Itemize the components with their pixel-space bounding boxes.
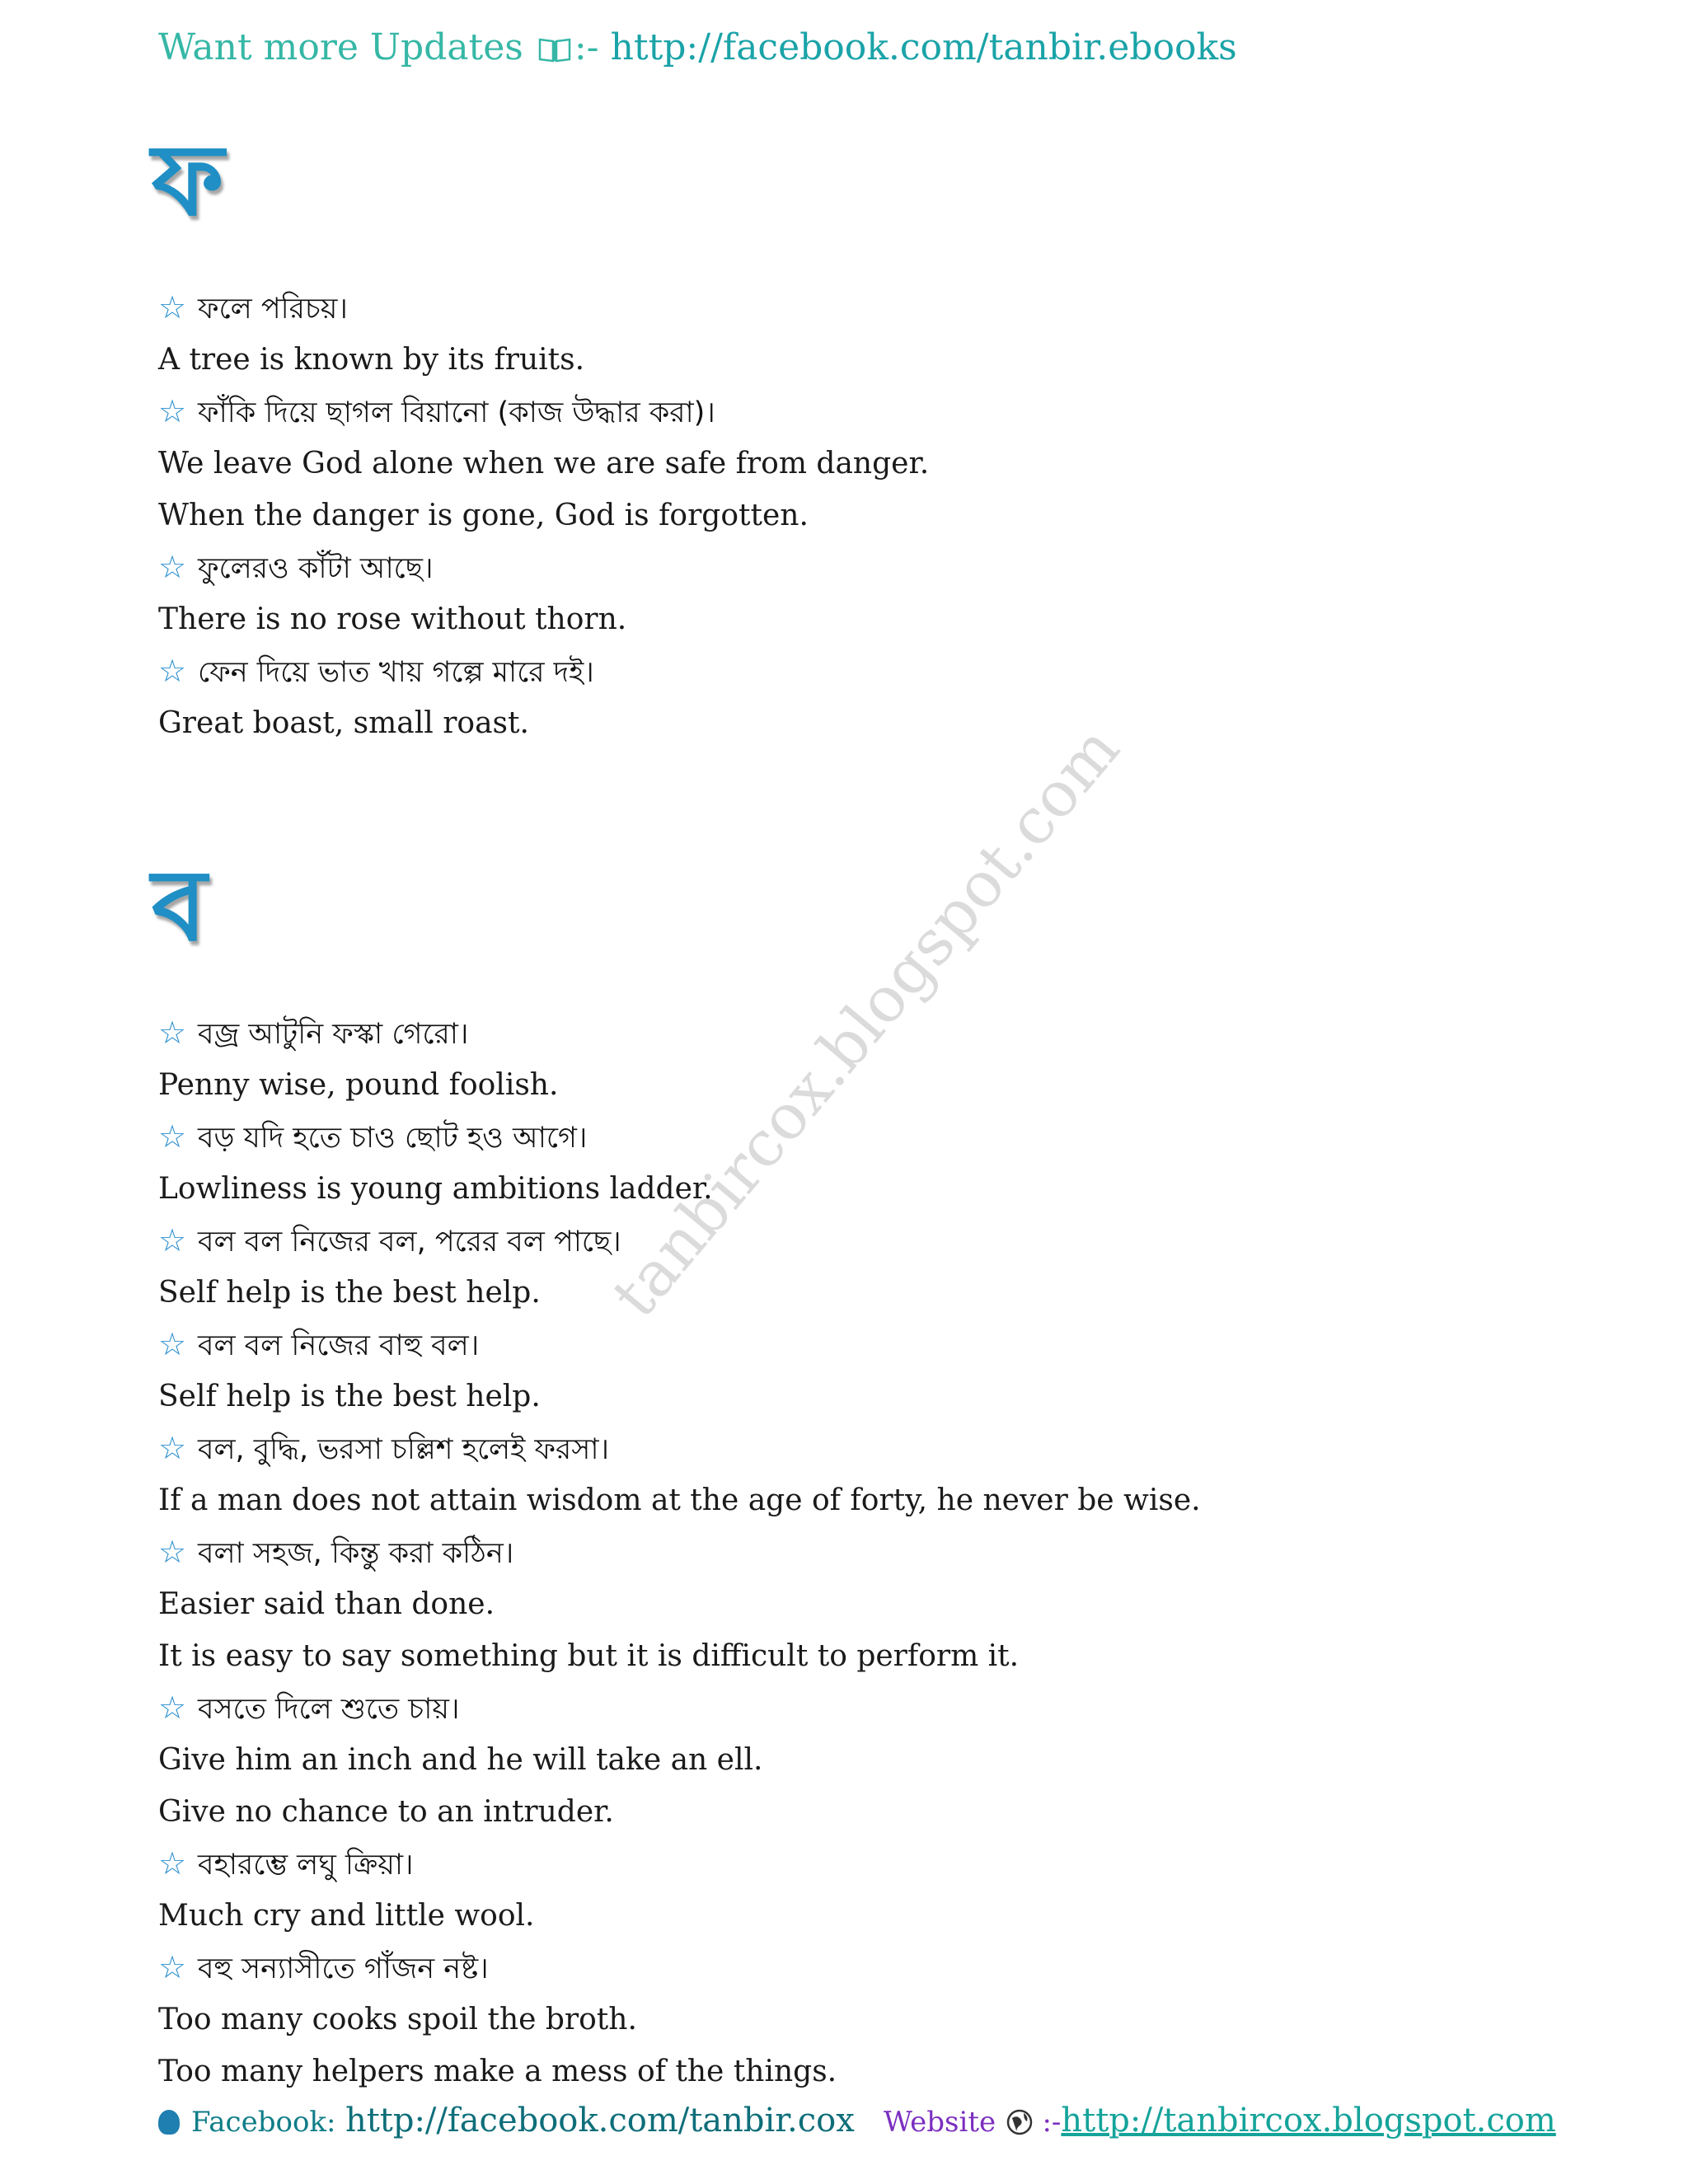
star-icon: ☆ — [158, 1015, 187, 1051]
proverb-english: Too many cooks spoil the broth. — [158, 2003, 637, 2036]
proverb-list — [158, 1007, 1201, 2097]
footer-website — [884, 2102, 1556, 2139]
star-icon: ☆ — [158, 1430, 187, 1466]
proverb-list — [158, 282, 929, 749]
proverb-bangla: ☆ বজ্র আটুনি ফস্কা গেরো। — [158, 1007, 1201, 1059]
proverb-english: It is easy to say something but it is difficult to perform it. — [158, 1639, 1020, 1673]
proverb-english: We leave God alone when we are safe from danger. — [158, 447, 930, 480]
footer-facebook — [158, 2102, 855, 2139]
proverb-bangla: ☆ ফুলেরও কাঁটা আছে। — [158, 541, 929, 593]
proverb-english: Lowliness is young ambitions ladder. — [158, 1172, 713, 1206]
proverb-bangla: ☆ ফলে পরিচয়। — [158, 282, 929, 334]
proverb-bangla: ☆ বসতে দিলে শুতে চায়। — [158, 1682, 1201, 1734]
book-icon — [538, 26, 571, 68]
star-icon: ☆ — [158, 1690, 187, 1726]
proverb-english: When the danger is gone, God is forgotten. — [158, 499, 809, 532]
facebook-label: Facebook: — [191, 2106, 336, 2139]
proverb-bangla: ☆ বড় যদি হতে চাও ছোট হও আগে। — [158, 1111, 1201, 1163]
star-icon: ☆ — [158, 1326, 187, 1362]
header-prefix: Want more Updates — [158, 26, 523, 68]
proverb-english: If a man does not attain wisdom at the age of forty, he never be wise. — [158, 1483, 1201, 1517]
proverb-english: Give him an inch and he will take an ell. — [158, 1743, 763, 1777]
page-header — [158, 26, 1237, 68]
facebook-link[interactable]: http://facebook.com/tanbir.cox — [345, 2102, 855, 2139]
proverb-english: There is no rose without thorn. — [158, 602, 627, 636]
proverb-english: Much cry and little wool. — [158, 1899, 535, 1933]
section-letter: ফ — [152, 124, 224, 238]
proverb-bangla: ☆ বলা সহজ, কিন্তু করা কঠিন। — [158, 1526, 1201, 1578]
proverb-bangla: ☆ ফেন দিয়ে ভাত খায় গল্পে মারে দই। — [158, 645, 929, 697]
star-icon: ☆ — [158, 1118, 187, 1155]
star-icon: ☆ — [158, 393, 187, 429]
website-separator: :- — [1042, 2106, 1062, 2139]
proverb-bangla: ☆ ফাঁকি দিয়ে ছাগল বিয়ানো (কাজ উদ্ধার করা)। — [158, 386, 929, 438]
star-icon: ☆ — [158, 1949, 187, 1985]
proverb-english: A tree is known by its fruits. — [158, 343, 585, 377]
watermark: tanbircox.blogspot.com — [597, 712, 1134, 1331]
globe-icon — [1006, 2106, 1043, 2139]
proverb-english: Penny wise, pound foolish. — [158, 1068, 559, 1102]
proverb-bangla: ☆ বহু সন্যাসীতে গাঁজন নষ্ট। — [158, 1942, 1201, 1994]
section-letter: ব — [152, 849, 207, 963]
star-icon: ☆ — [158, 1534, 187, 1570]
skull-icon — [158, 2110, 180, 2135]
header-separator: :- — [574, 26, 599, 68]
star-icon: ☆ — [158, 653, 187, 689]
website-link[interactable]: http://tanbircox.blogspot.com — [1061, 2102, 1556, 2139]
proverb-bangla: ☆ বল বল নিজের বল, পরের বল পাছে। — [158, 1215, 1201, 1267]
proverb-bangla: ☆ বল, বুদ্ধি, ভরসা চল্লিশ হলেই ফরসা। — [158, 1422, 1201, 1474]
star-icon: ☆ — [158, 1845, 187, 1882]
page-footer — [158, 2102, 1556, 2151]
star-icon: ☆ — [158, 289, 187, 326]
website-label: Website — [884, 2106, 996, 2139]
star-icon: ☆ — [158, 1222, 187, 1258]
proverb-english: Too many helpers make a mess of the things. — [158, 2055, 837, 2088]
proverb-english: Give no chance to an intruder. — [158, 1795, 614, 1829]
proverb-english: Great boast, small roast. — [158, 706, 529, 740]
star-icon: ☆ — [158, 549, 187, 585]
proverb-bangla: ☆ বল বল নিজের বাহু বল। — [158, 1319, 1201, 1371]
section-bo — [152, 849, 1201, 2097]
header-facebook-link[interactable]: http://facebook.com/tanbir.ebooks — [610, 26, 1237, 68]
proverb-bangla: ☆ বহারম্ভে লঘু ক্রিয়া। — [158, 1838, 1201, 1890]
section-pho — [152, 124, 930, 749]
proverb-english: Self help is the best help. — [158, 1380, 541, 1413]
proverb-english: Easier said than done. — [158, 1587, 495, 1621]
proverb-english: Self help is the best help. — [158, 1276, 541, 1310]
